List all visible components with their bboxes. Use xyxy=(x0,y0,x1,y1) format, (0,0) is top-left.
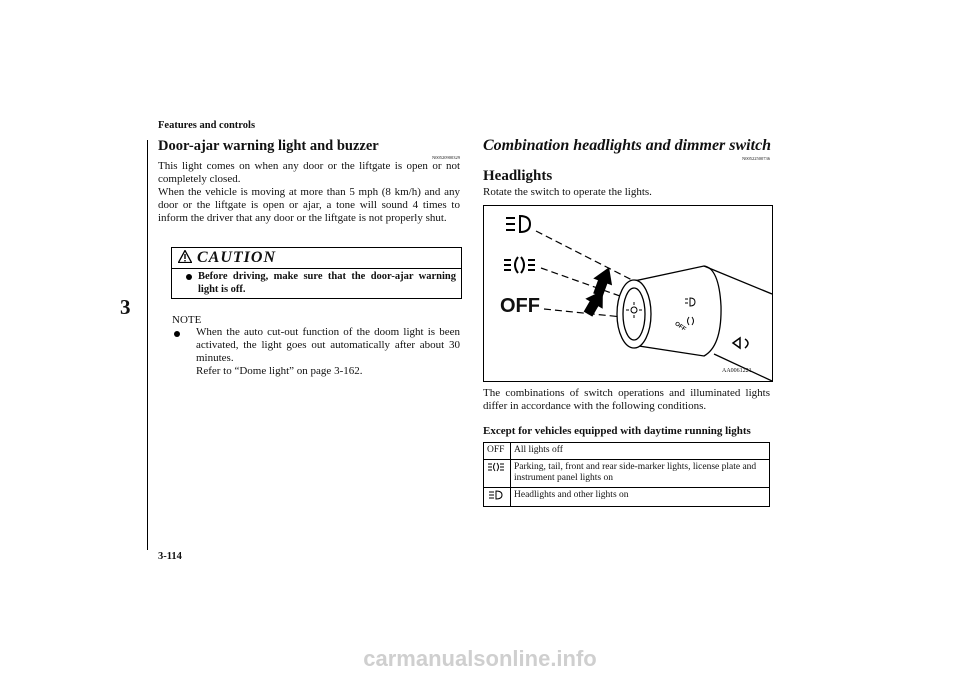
combination-switch-heading: Combination headlights and dimmer switch xyxy=(483,137,772,154)
note-text: When the auto cut-out function of the doom light is been activated, the light goes out automatically after about 30 minutes. xyxy=(196,326,460,364)
table-description: All lights off xyxy=(511,443,770,460)
section-header: Features and controls xyxy=(158,120,256,131)
watermark-text: carmanualsonline.info xyxy=(363,646,597,671)
table-symbol-off: OFF xyxy=(484,443,511,460)
light-positions-table xyxy=(483,442,770,507)
rotate-arrow-icon xyxy=(579,263,617,319)
chapter-number: 3 xyxy=(120,295,131,319)
table-description: Parking, tail, front and rear side-marker lights, license plate and instrument panel lights on xyxy=(511,459,770,487)
table-symbol-cell xyxy=(484,487,511,507)
ring-off-label: OFF xyxy=(673,321,687,333)
headlight-switch-figure xyxy=(483,205,773,382)
note-label: NOTE xyxy=(172,314,202,326)
door-ajar-para-2: When the vehicle is moving at more than 5 mph (8 km/h) and any door or the liftgate is open or ajar, a tone will sound 4 times to inform the driver that any door or the liftgate is not properly shut. xyxy=(158,186,460,224)
parking-lights-icon xyxy=(504,257,535,273)
table-row xyxy=(484,487,770,507)
chapter-divider xyxy=(147,140,148,550)
combination-switch-code: N00522500736 xyxy=(742,156,770,161)
figure-code: AA0061221 xyxy=(722,368,752,374)
headlight-icon xyxy=(487,490,505,500)
table-title: Except for vehicles equipped with daytime running lights xyxy=(483,425,751,437)
headlights-intro: Rotate the switch to operate the lights. xyxy=(483,186,652,198)
wiper-icon xyxy=(733,338,748,348)
parking-lights-icon xyxy=(487,462,505,472)
headlight-switch-illustration xyxy=(484,206,772,381)
table-description: Headlights and other lights on xyxy=(511,487,770,507)
caution-title xyxy=(178,249,276,267)
headlight-icon xyxy=(506,216,530,232)
bullet-icon xyxy=(186,274,192,280)
table-row xyxy=(484,443,770,460)
caution-label: CAUTION xyxy=(197,249,277,266)
door-ajar-para-1: This light comes on when any door or the liftgate is open or not completely closed. xyxy=(158,160,460,185)
note-reference: Refer to “Dome light” on page 3-162. xyxy=(196,365,363,377)
off-position-label: OFF xyxy=(500,295,540,317)
conditions-para: The combinations of switch operations and illuminated lights differ in accordance with the following conditions. xyxy=(483,387,770,412)
page-number: 3-114 xyxy=(158,551,182,562)
door-ajar-heading: Door-ajar warning light and buzzer xyxy=(158,138,379,154)
table-symbol-cell xyxy=(484,459,511,487)
caution-box xyxy=(171,247,462,299)
caution-divider xyxy=(172,268,461,269)
warning-triangle-icon xyxy=(178,250,192,263)
headlights-subheading: Headlights xyxy=(483,168,553,184)
door-ajar-code: N00520900329 xyxy=(432,155,460,160)
table-row xyxy=(484,459,770,487)
caution-text: Before driving, make sure that the door-ajar warning light is off. xyxy=(198,271,456,295)
bullet-icon xyxy=(174,331,180,337)
